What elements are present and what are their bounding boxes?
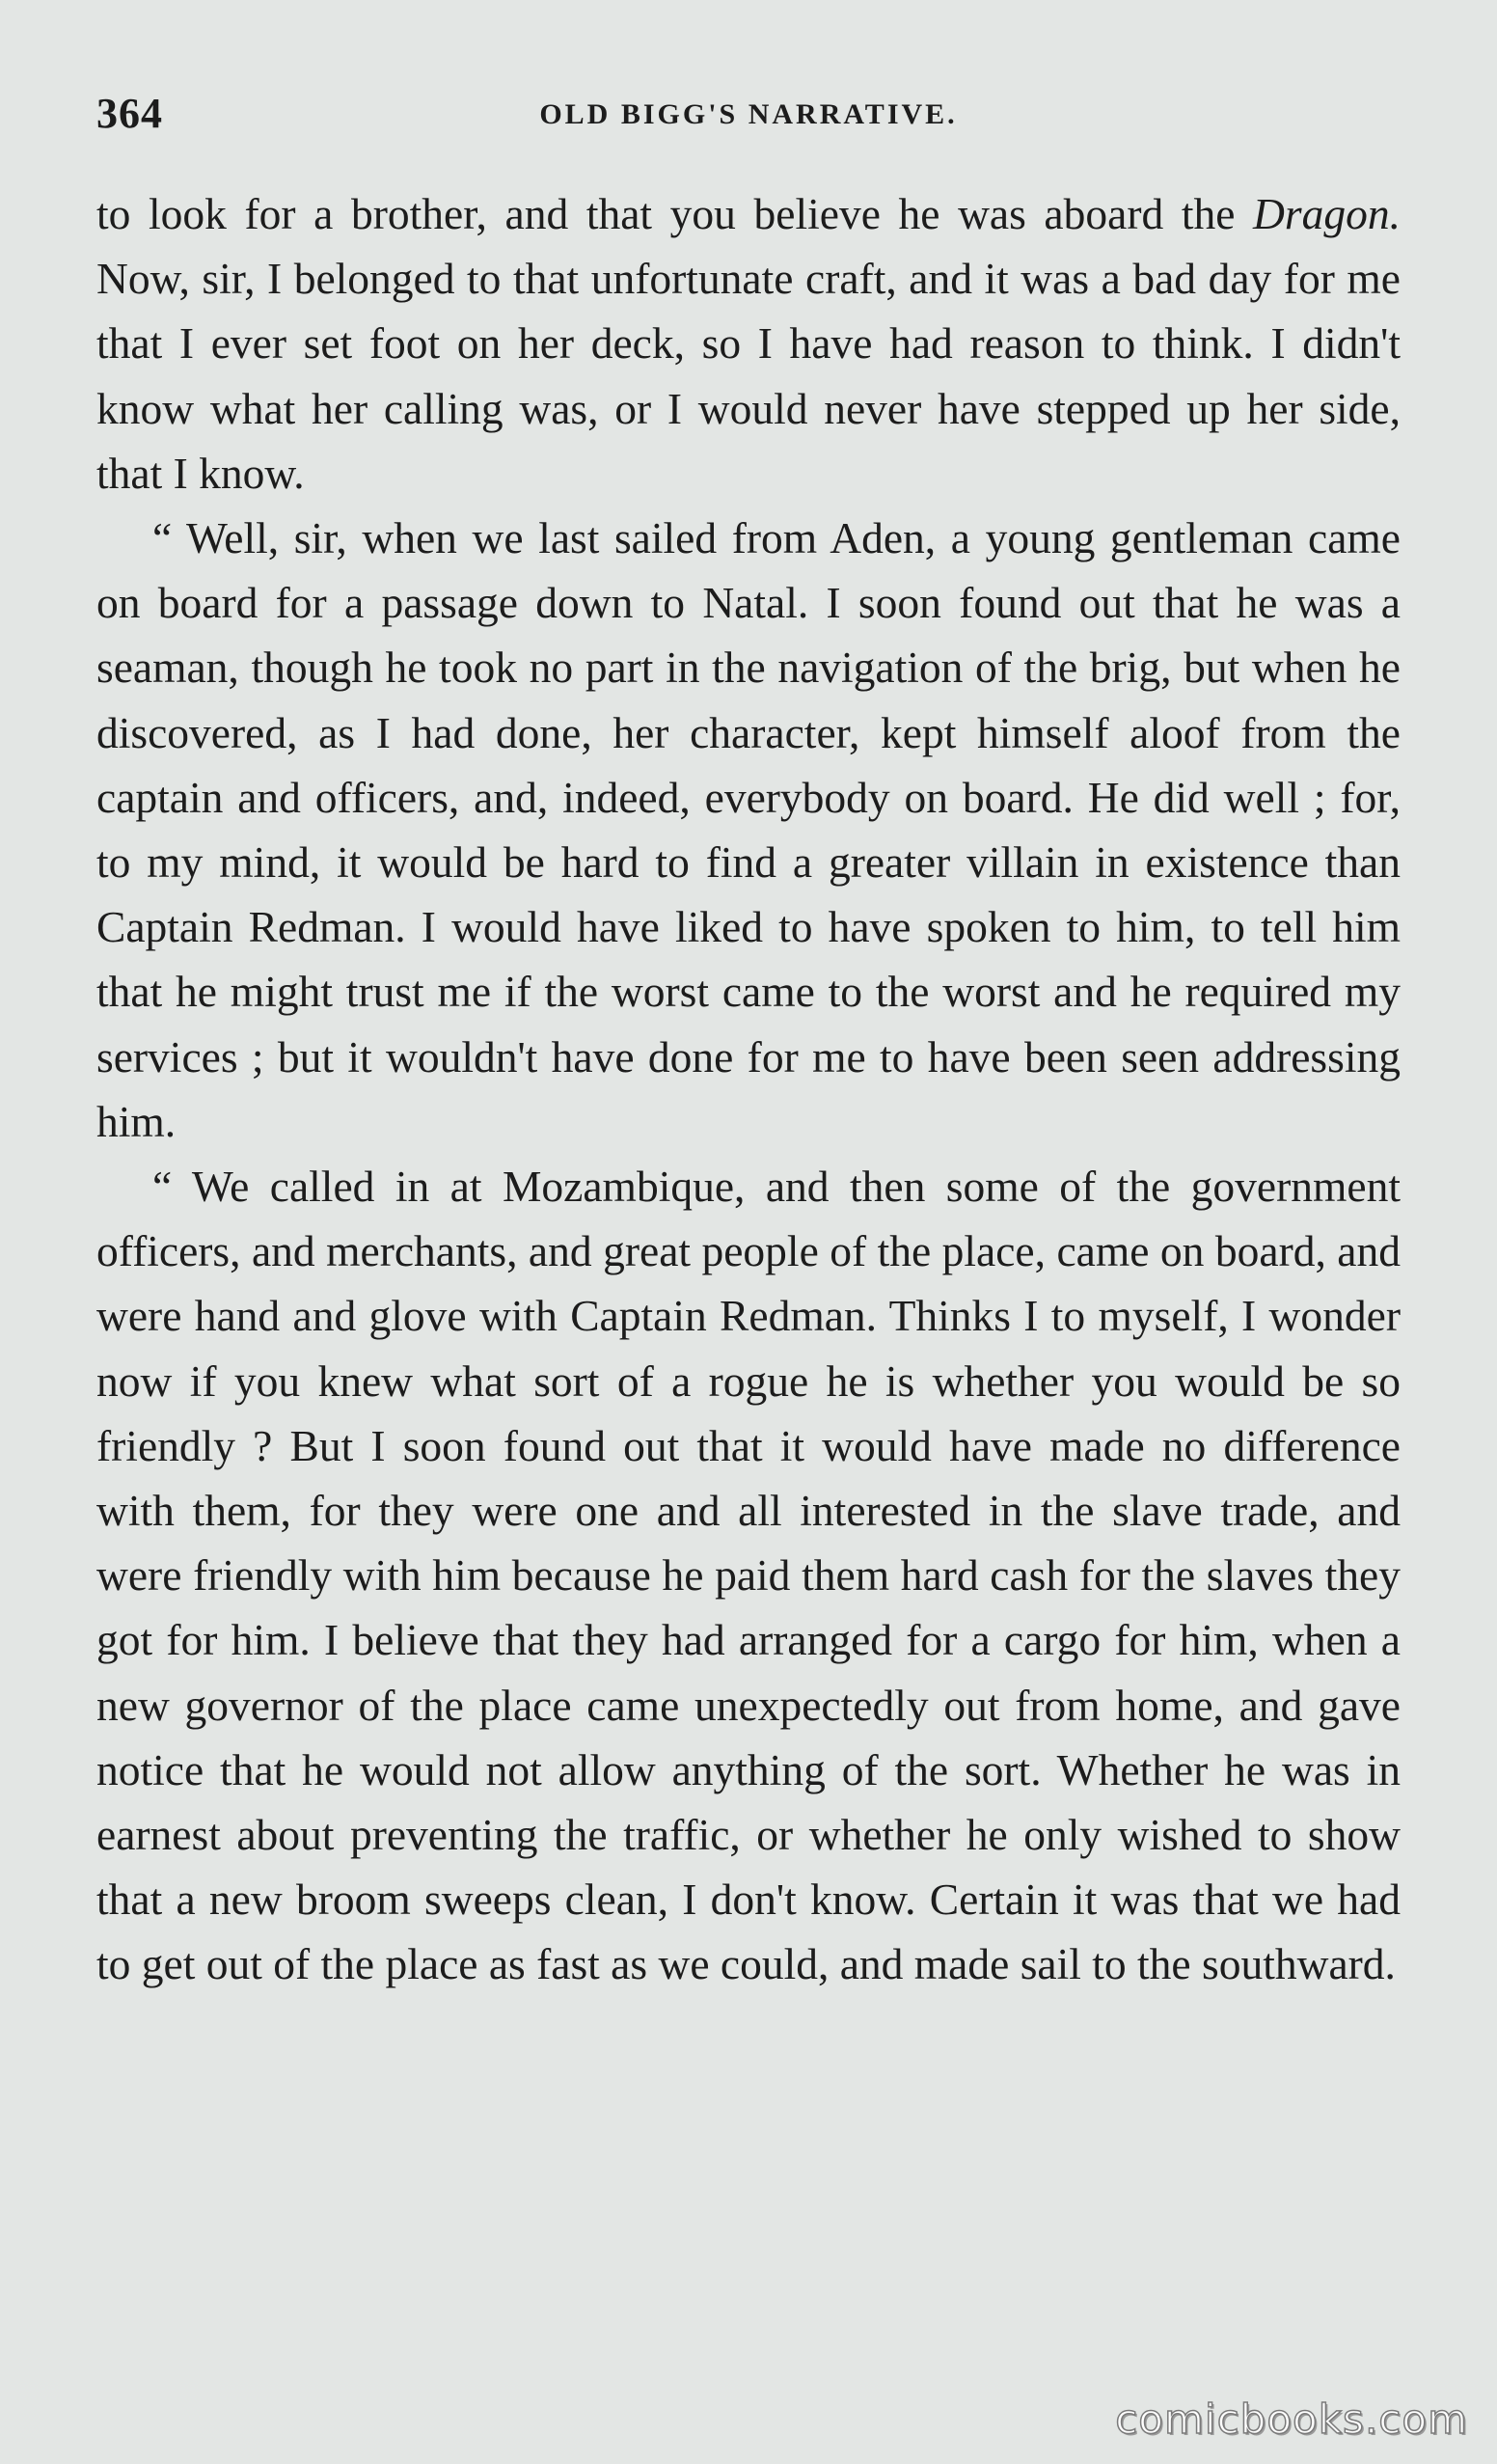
paragraph-3: “ We called in at Mozambique, and then some of the government officers, and merchants, and great people of the place, came on board, and were hand and glove with Captain Redman. Thinks I to myself, I wonder now if you knew what sort of a rogue he is whether you would be so friendly ? But I soon found out that it would have made no difference with them, for they were one and all interested in the slave trade, and were friendly with him because he paid them hard cash for the slaves they got for him. I believe that they had arranged for a cargo for him, when a new governor of the place came unexpectedly out from home, and gave notice that he would not allow anything of the sort. Whether he was in earnest about preventing the traffic, or whether he only wished to show that a new broom sweeps clean, I don't know. Certain it was that we had to get out of the place as fast as we could, and made sail to the southward.: [96, 1162, 1401, 1989]
running-head: OLD BIGG'S NARRATIVE.: [539, 98, 958, 130]
paragraph-1-after: Now, sir, I belonged to that unfortunate craft, and it was a bad day for me that I ever set foot on her deck, so I have had reason to think. I didn't know what her calling was, or I would never have stepped up her side, that I know.: [96, 254, 1401, 498]
page-number: 364: [96, 90, 163, 137]
paragraph-1-before: to look for a brother, and that you believe he was aboard the: [96, 189, 1254, 238]
page-header: [96, 89, 1401, 147]
paragraph-2: “ Well, sir, when we last sailed from Aden, a young gentleman came on board for a passage down to Natal. I soon found out that he was a seaman, though he took no part in the navigation of the brig, but when he discovered, as I had done, her character, kept himself aloof from the captain and officers, and, indeed, everybody on board. He did well ; for, to my mind, it would be hard to find a greater villain in existence than Captain Redman. I would have liked to have spoken to him, to tell him that he might trust me if the worst came to the worst and he required my services ; but it wouldn't have done for me to have been seen addressing him.: [96, 513, 1401, 1146]
paragraph-1: [96, 181, 1401, 506]
body-text: [96, 181, 1401, 1997]
site-watermark: comicbooks.com: [1115, 2396, 1468, 2443]
ship-name: Dragon.: [1253, 189, 1401, 238]
